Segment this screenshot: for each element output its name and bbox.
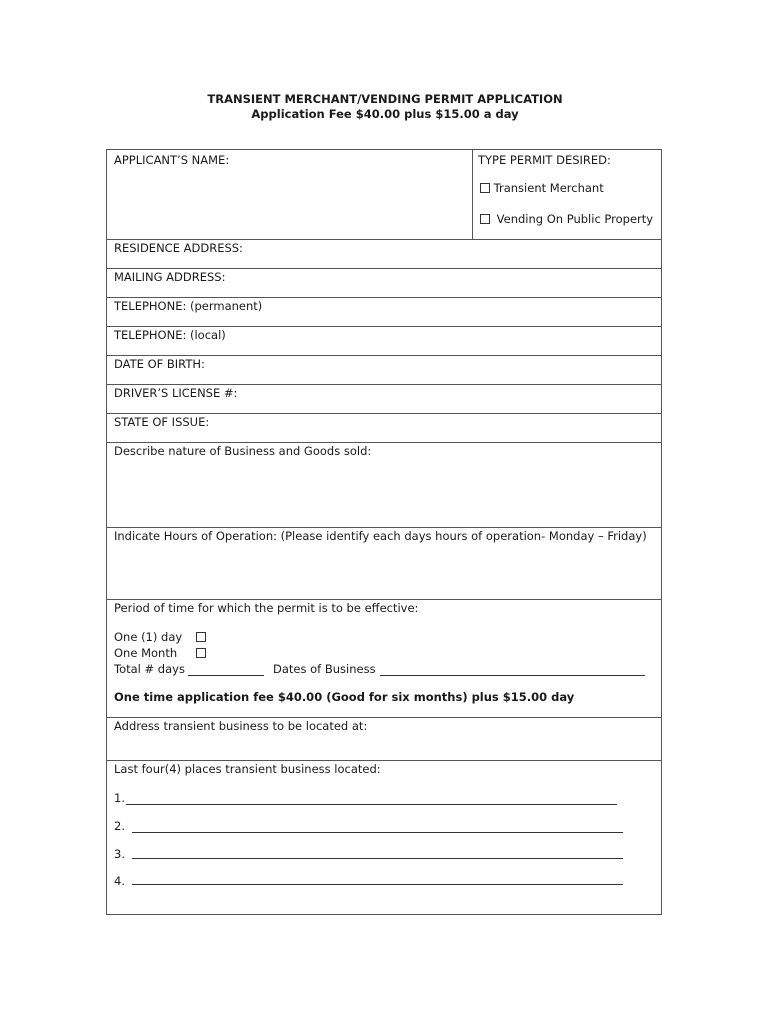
permit-option-transient[interactable] bbox=[480, 181, 604, 195]
row-applicant-name bbox=[107, 150, 661, 240]
row-residence-address[interactable] bbox=[107, 240, 661, 269]
row-location[interactable] bbox=[107, 718, 661, 761]
row-telephone-permanent[interactable] bbox=[107, 298, 661, 327]
place-4-field[interactable] bbox=[132, 884, 623, 885]
row-business-nature[interactable] bbox=[107, 443, 661, 528]
row-period bbox=[107, 600, 661, 718]
total-days-field[interactable] bbox=[188, 675, 264, 676]
column-divider bbox=[472, 150, 473, 240]
row-last-places bbox=[107, 761, 661, 914]
permit-type-label: TYPE PERMIT DESIRED: bbox=[478, 153, 611, 167]
form-title: TRANSIENT MERCHANT/VENDING PERMIT APPLICATION bbox=[207, 92, 563, 106]
telephone-local-label: TELEPHONE: (local) bbox=[114, 328, 226, 342]
place-number-3: 3. bbox=[114, 847, 125, 861]
fee-note: One time application fee $40.00 (Good for six months) plus $15.00 day bbox=[114, 690, 575, 704]
state-label: STATE OF ISSUE: bbox=[114, 415, 210, 429]
row-date-of-birth[interactable] bbox=[107, 356, 661, 385]
row-mailing-address[interactable] bbox=[107, 269, 661, 298]
residence-address-label: RESIDENCE ADDRESS: bbox=[114, 241, 243, 255]
last-places-label: Last four(4) places transient business located: bbox=[114, 762, 381, 776]
form-header bbox=[0, 92, 770, 122]
checkbox-one-month[interactable] bbox=[196, 646, 206, 660]
checkbox-vending[interactable] bbox=[480, 214, 490, 224]
telephone-permanent-label: TELEPHONE: (permanent) bbox=[114, 299, 263, 313]
mailing-address-label: MAILING ADDRESS: bbox=[114, 270, 226, 284]
location-label: Address transient business to be located at: bbox=[114, 719, 368, 733]
place-number-1: 1. bbox=[114, 791, 125, 805]
place-number-2: 2. bbox=[114, 819, 125, 833]
row-hours-of-operation[interactable] bbox=[107, 528, 661, 600]
dates-label: Dates of Business bbox=[273, 662, 376, 676]
total-days-label: Total # days bbox=[114, 662, 185, 676]
dates-field[interactable] bbox=[380, 675, 645, 676]
license-label: DRIVER’S LICENSE #: bbox=[114, 386, 238, 400]
applicant-name-label: APPLICANT’S NAME: bbox=[114, 153, 230, 167]
place-3-field[interactable] bbox=[132, 858, 623, 859]
dob-label: DATE OF BIRTH: bbox=[114, 357, 205, 371]
place-1-field[interactable] bbox=[126, 804, 617, 805]
hours-label: Indicate Hours of Operation: (Please identify each days hours of operation- Monday – Friday) bbox=[114, 529, 647, 543]
checkbox-one-day[interactable] bbox=[196, 630, 206, 644]
row-telephone-local[interactable] bbox=[107, 327, 661, 356]
permit-option-vending[interactable] bbox=[480, 212, 653, 226]
place-number-4: 4. bbox=[114, 874, 125, 888]
period-one-day-label: One (1) day bbox=[114, 630, 183, 644]
row-drivers-license[interactable] bbox=[107, 385, 661, 414]
transient-merchant-label: Transient Merchant bbox=[493, 181, 604, 195]
place-2-field[interactable] bbox=[132, 832, 623, 833]
application-form bbox=[106, 149, 662, 915]
form-subtitle: Application Fee $40.00 plus $15.00 a day bbox=[251, 107, 519, 121]
business-nature-label: Describe nature of Business and Goods sold: bbox=[114, 444, 372, 458]
period-label: Period of time for which the permit is to be effective: bbox=[114, 601, 419, 615]
checkbox-transient-merchant[interactable] bbox=[480, 183, 490, 193]
row-state-of-issue[interactable] bbox=[107, 414, 661, 443]
vending-label: Vending On Public Property bbox=[496, 212, 654, 226]
period-one-month-label: One Month bbox=[114, 646, 178, 660]
